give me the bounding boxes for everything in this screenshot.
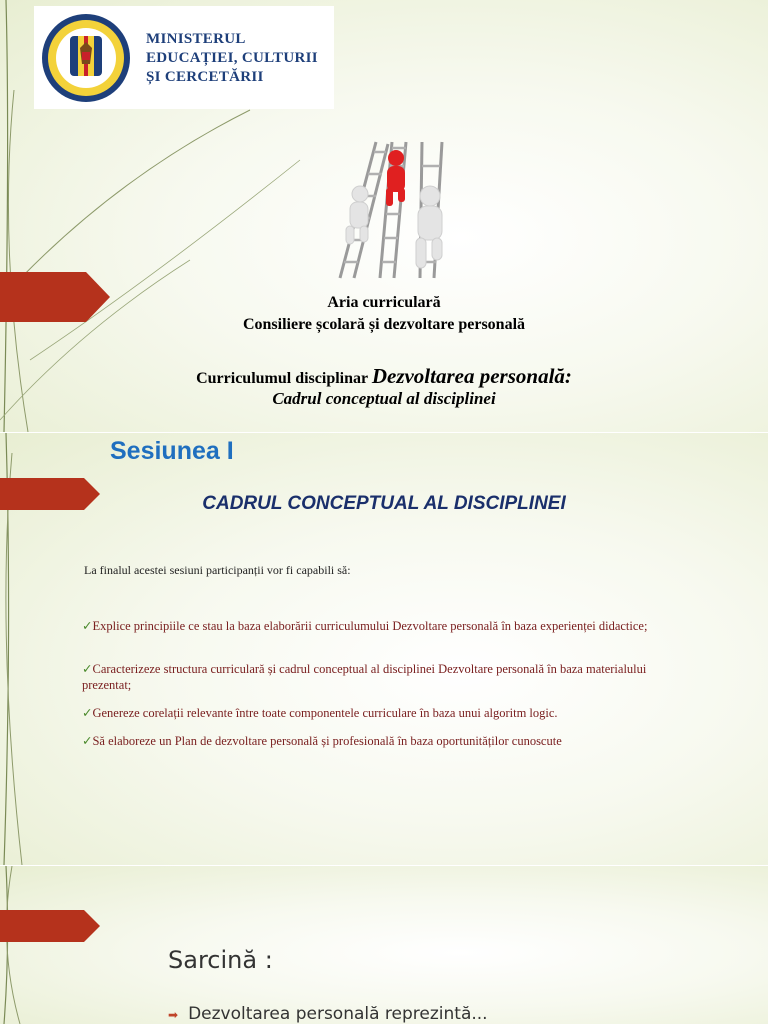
section-arrow <box>0 910 100 942</box>
moldova-emblem-icon <box>40 12 132 104</box>
session-title: Sesiunea I <box>110 437 234 465</box>
decorative-curves <box>0 866 768 1024</box>
objective-item: ✓Explice principiile ce stau la baza elaborării curriculumului Dezvoltare personală în baza experienței didactice; <box>82 619 648 633</box>
arrow-right-icon: ➡ <box>168 1008 179 1022</box>
check-icon: ✓ <box>82 706 93 720</box>
ladders-figures-illustration <box>330 138 470 280</box>
task-bullet-text: Dezvoltarea personală reprezintă... <box>188 1004 488 1024</box>
ministry-line-1: MINISTERUL <box>146 31 246 47</box>
ministry-line-3: ȘI CERCETĂRII <box>146 69 264 85</box>
check-icon: ✓ <box>82 662 93 676</box>
area-name: Consiliere școlară și dezvoltare personală <box>242 316 526 333</box>
slide-2 <box>0 433 768 865</box>
area-title <box>0 292 768 336</box>
objective-item: ✓Genereze corelații relevante între toate componentele curriculare în baza unui algoritm logic. <box>82 706 558 720</box>
check-icon: ✓ <box>82 619 93 633</box>
task-title: Sarcină : <box>168 946 273 974</box>
ministry-name <box>146 30 336 87</box>
area-label: Aria curriculară <box>327 294 441 311</box>
slide-1 <box>0 0 768 432</box>
objective-item: ✓Să elaboreze un Plan de dezvoltare personală și profesională în baza oportunităților cunoscute <box>82 734 562 748</box>
curriculum-title <box>0 364 768 391</box>
objective-item: ✓Caracterizeze structura curriculară și cadrul conceptual al disciplinei Dezvoltare personală în baza materialului prezentat; <box>82 662 647 692</box>
curriculum-prefix: Curriculumul disciplinar <box>196 370 368 387</box>
session-intro: La finalul acestei sesiuni participanții vor fi capabili să: <box>84 563 351 577</box>
curriculum-discipline: Dezvoltarea personală: <box>371 364 572 388</box>
curriculum-subtitle: Cadrul conceptual al disciplinei <box>272 389 496 408</box>
slide-3 <box>0 866 768 1024</box>
ministry-line-2: EDUCAȚIEI, CULTURII <box>146 50 318 66</box>
check-icon: ✓ <box>82 734 93 748</box>
session-heading: CADRUL CONCEPTUAL AL DISCIPLINEI <box>202 493 566 514</box>
ministry-logo <box>34 6 334 109</box>
task-bullet <box>168 1004 488 1024</box>
